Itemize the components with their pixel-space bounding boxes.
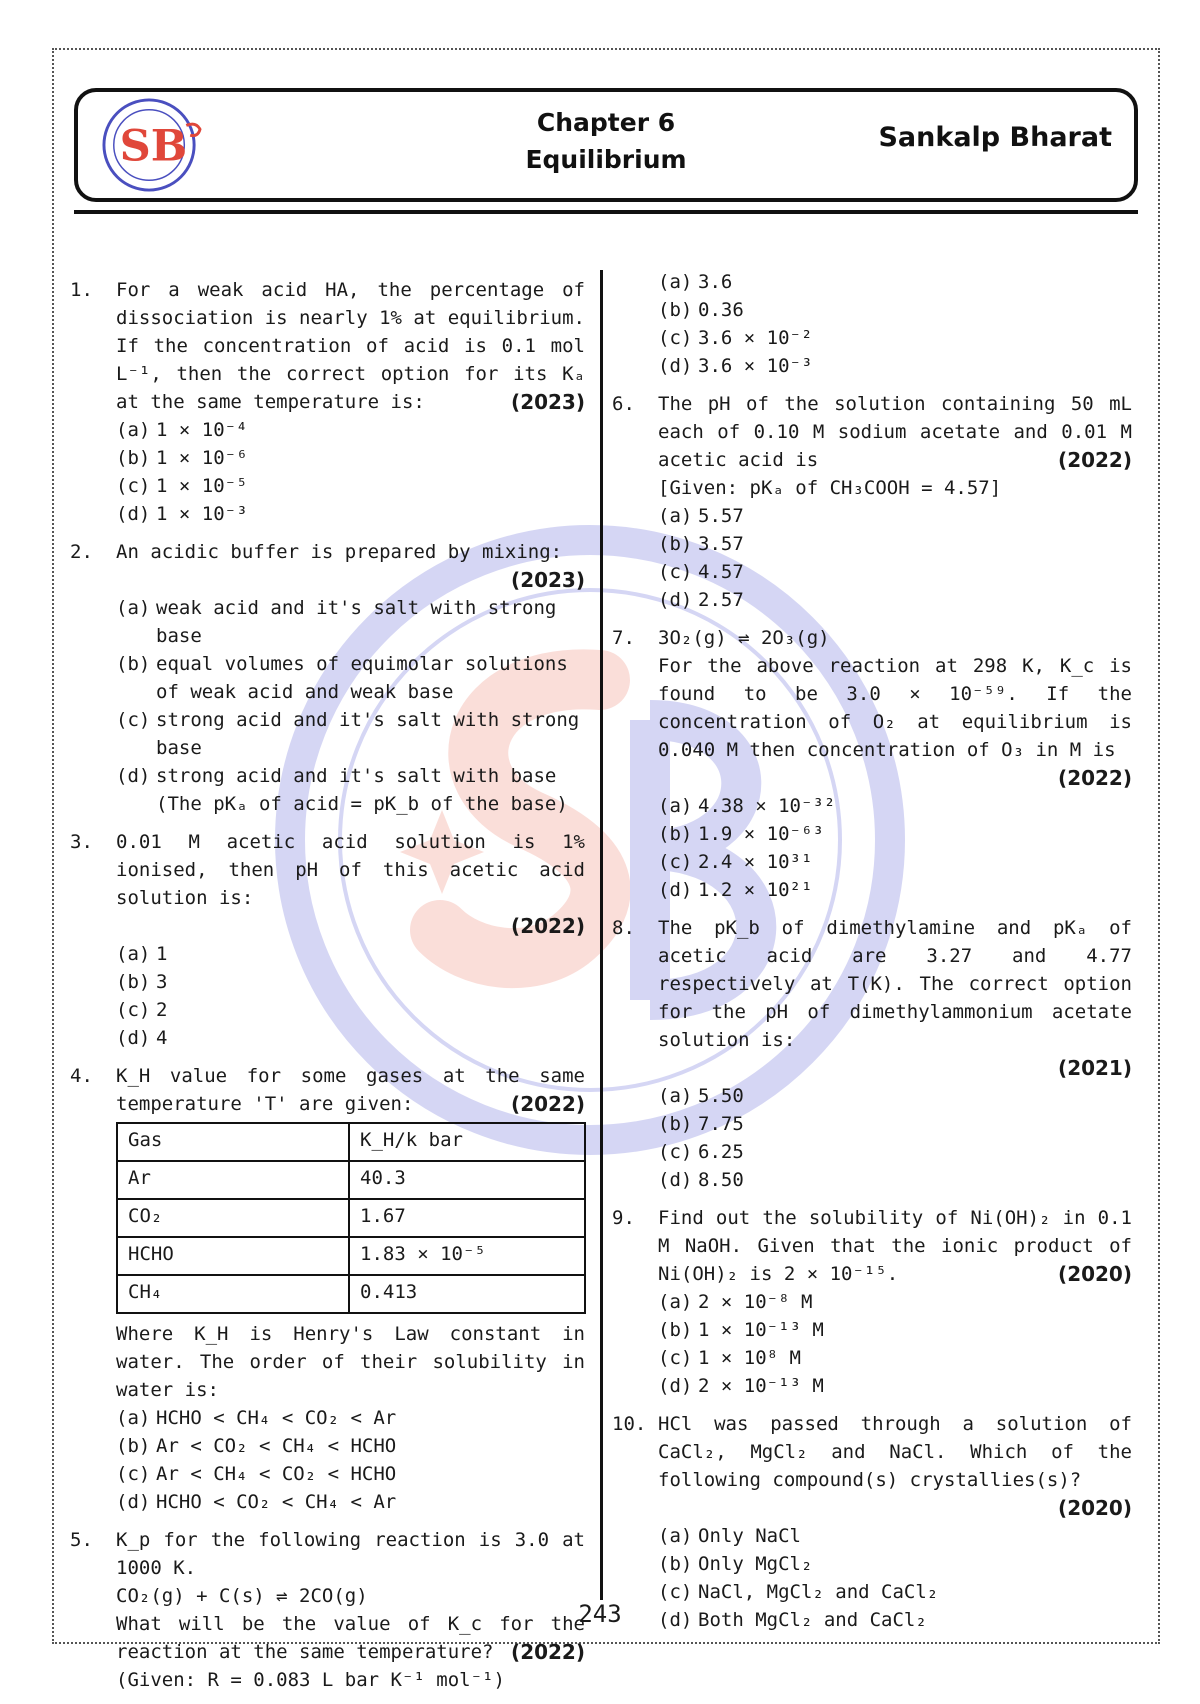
question-2 xyxy=(70,538,585,818)
question-number: 10. xyxy=(612,1413,647,1435)
question-text: An acidic buffer is prepared by mixing: (2023) xyxy=(116,541,585,592)
option-c[interactable]: (c) 1 × 10⁻⁵ xyxy=(116,475,248,497)
option-d[interactable]: (d) strong acid and it's salt with base (The pKₐ of acid = pK_b of the base) xyxy=(116,765,568,815)
question-number: 4. xyxy=(70,1065,93,1087)
question-6 xyxy=(612,390,1132,614)
table-row: Ar 40.3 xyxy=(117,1161,585,1199)
reaction-equation: 3O₂(g) ⇌ 2O₃(g) xyxy=(658,627,830,649)
question-number: 5. xyxy=(70,1529,93,1551)
option-c[interactable]: (c) 4.57 xyxy=(658,561,744,583)
question-number: 7. xyxy=(612,627,635,649)
option-a[interactable]: (a) 5.57 xyxy=(658,505,744,527)
option-b[interactable]: (b) 7.75 xyxy=(658,1113,744,1135)
question-text-2: What will be the value of K_c for the reaction at the same temperature? (2022) xyxy=(116,1613,585,1664)
column-divider xyxy=(600,270,603,1600)
option-d[interactable]: (d) Both MgCl₂ and CaCl₂ xyxy=(658,1609,927,1631)
chapter-title: Equilibrium xyxy=(525,145,687,174)
table-row: CO₂ 1.67 xyxy=(117,1199,585,1237)
question-9 xyxy=(612,1204,1132,1400)
year-badge: (2021) xyxy=(1058,1056,1132,1080)
header-rule xyxy=(74,210,1138,214)
option-a[interactable]: (a) 2 × 10⁻⁸ M xyxy=(658,1291,813,1313)
question-number: 8. xyxy=(612,917,635,939)
option-b[interactable]: (b) 3.57 xyxy=(658,533,744,555)
question-3 xyxy=(70,828,585,1052)
given-note: (Given: R = 0.083 L bar K⁻¹ mol⁻¹) xyxy=(116,1669,505,1691)
option-d[interactable]: (d) 2 × 10⁻¹³ M xyxy=(658,1375,824,1397)
option-a[interactable]: (a) 3.6 xyxy=(658,271,733,293)
option-a[interactable]: (a) 5.50 xyxy=(658,1085,744,1107)
right-column xyxy=(612,268,1132,1644)
year-badge: (2022) xyxy=(1058,766,1132,790)
left-column xyxy=(70,276,585,1704)
option-b[interactable]: (b) Only MgCl₂ xyxy=(658,1553,813,1575)
brand-name: Sankalp Bharat xyxy=(878,122,1112,153)
year-badge: (2023) xyxy=(511,568,585,592)
option-d[interactable]: (d) 1.2 × 10²¹ xyxy=(658,879,813,901)
option-b[interactable]: (b) 1 × 10⁻¹³ M xyxy=(658,1319,824,1341)
question-4 xyxy=(70,1062,585,1516)
question-number: 3. xyxy=(70,831,93,853)
option-a[interactable]: (a) HCHO < CH₄ < CO₂ < Ar xyxy=(116,1407,397,1429)
option-c[interactable]: (c) strong acid and it's salt with strong base xyxy=(116,709,580,759)
reaction-equation: CO₂(g) + C(s) ⇌ 2CO(g) xyxy=(116,1585,368,1607)
option-a[interactable]: (a) 1 × 10⁻⁴ xyxy=(116,419,248,441)
option-b[interactable]: (b) equal volumes of equimolar solutions of weak acid and weak base xyxy=(116,653,568,703)
question-followup: Where K_H is Henry's Law constant in water. The order of their solubility in water is: xyxy=(116,1323,585,1401)
option-a[interactable]: (a) 1 xyxy=(116,943,168,965)
question-number: 9. xyxy=(612,1207,635,1229)
option-a[interactable]: (a) Only NaCl xyxy=(658,1525,801,1547)
option-c[interactable]: (c) 2.4 × 10³¹ xyxy=(658,851,813,873)
year-badge: (2020) xyxy=(1058,1262,1132,1286)
header-box xyxy=(74,88,1138,202)
year-badge: (2022) xyxy=(1058,448,1132,472)
question-text: 0.01 M acetic acid solution is 1% ionised, then pH of this acetic acid solution is: (2022) xyxy=(116,831,585,938)
question-text: K_H value for some gases at the same temperature 'T' are given: (2022) xyxy=(116,1065,585,1116)
option-b[interactable]: (b) 1.9 × 10⁻⁶³ xyxy=(658,823,824,845)
question-text: The pH of the solution containing 50 mL each of 0.10 M sodium acetate and 0.01 M acetic acid is (2022) xyxy=(658,393,1132,472)
question-8 xyxy=(612,914,1132,1194)
option-c[interactable]: (c) 6.25 xyxy=(658,1141,744,1163)
question-text: For the above reaction at 298 K, K_c is found to be 3.0 × 10⁻⁵⁹. If the concentration of O₂ at equilibrium is 0.040 M then concentration of O₃ in M is (2022) xyxy=(658,655,1132,790)
option-d[interactable]: (d) 8.50 xyxy=(658,1169,744,1191)
table-header-row: Gas K_H/k bar xyxy=(117,1123,585,1161)
year-badge: (2022) xyxy=(511,1092,585,1116)
question-text: For a weak acid HA, the percentage of dissociation is nearly 1% at equilibrium. If the concentration of acid is 0.1 mol L⁻¹, then the correct option for its Kₐ at the same temperature is: (2023) xyxy=(116,279,585,414)
option-c[interactable]: (c) NaCl, MgCl₂ and CaCl₂ xyxy=(658,1581,939,1603)
question-number: 1. xyxy=(70,279,93,301)
option-d[interactable]: (d) 1 × 10⁻³ xyxy=(116,503,248,525)
question-7 xyxy=(612,624,1132,904)
question-text: The pK_b of dimethylamine and pKₐ of acetic acid are 3.27 and 4.77 respectively at T(K). The correct option for the pH of dimethylammonium acetate solution is: (2021) xyxy=(658,917,1132,1080)
table-row: HCHO 1.83 × 10⁻⁵ xyxy=(117,1237,585,1275)
year-badge: (2020) xyxy=(1058,1496,1132,1520)
option-b[interactable]: (b) 3 xyxy=(116,971,168,993)
henry-constant-table xyxy=(116,1122,586,1314)
option-c[interactable]: (c) 3.6 × 10⁻² xyxy=(658,327,813,349)
question-text: K_p for the following reaction is 3.0 at 1000 K. xyxy=(116,1529,585,1579)
chapter-number: Chapter 6 xyxy=(536,108,676,137)
option-b[interactable]: (b) 1 × 10⁻⁶ xyxy=(116,447,248,469)
question-text: Find out the solubility of Ni(OH)₂ in 0.1 M NaOH. Given that the ionic product of Ni(OH)₂ is 2 × 10⁻¹⁵. (2020) xyxy=(658,1207,1132,1286)
option-c[interactable]: (c) 2 xyxy=(116,999,168,1021)
option-a[interactable]: (a) weak acid and it's salt with strong base xyxy=(116,597,557,647)
option-b[interactable]: (b) Ar < CO₂ < CH₄ < HCHO xyxy=(116,1435,397,1457)
option-a[interactable]: (a) 4.38 × 10⁻³² xyxy=(658,795,836,817)
year-badge: (2022) xyxy=(511,1640,585,1664)
question-number: 6. xyxy=(612,393,635,415)
option-b[interactable]: (b) 0.36 xyxy=(658,299,744,321)
option-c[interactable]: (c) Ar < CH₄ < CO₂ < HCHO xyxy=(116,1463,397,1485)
svg-text:SB: SB xyxy=(119,121,188,172)
option-d[interactable]: (d) 3.6 × 10⁻³ xyxy=(658,355,813,377)
question-1 xyxy=(70,276,585,528)
given-note: [Given: pKₐ of CH₃COOH = 4.57] xyxy=(658,477,1002,499)
option-d[interactable]: (d) HCHO < CO₂ < CH₄ < Ar xyxy=(116,1491,397,1513)
question-5-options xyxy=(612,268,1132,380)
option-d[interactable]: (d) 4 xyxy=(116,1027,168,1049)
option-d[interactable]: (d) 2.57 xyxy=(658,589,744,611)
page-number: 243 xyxy=(578,1600,622,1628)
question-number: 2. xyxy=(70,541,93,563)
year-badge: (2022) xyxy=(511,914,585,938)
option-c[interactable]: (c) 1 × 10⁸ M xyxy=(658,1347,801,1369)
table-row: CH₄ 0.413 xyxy=(117,1275,585,1313)
question-text: HCl was passed through a solution of CaCl₂, MgCl₂ and NaCl. Which of the following compound(s) crystallies(s)? (2020) xyxy=(658,1413,1132,1520)
year-badge: (2023) xyxy=(511,390,585,414)
